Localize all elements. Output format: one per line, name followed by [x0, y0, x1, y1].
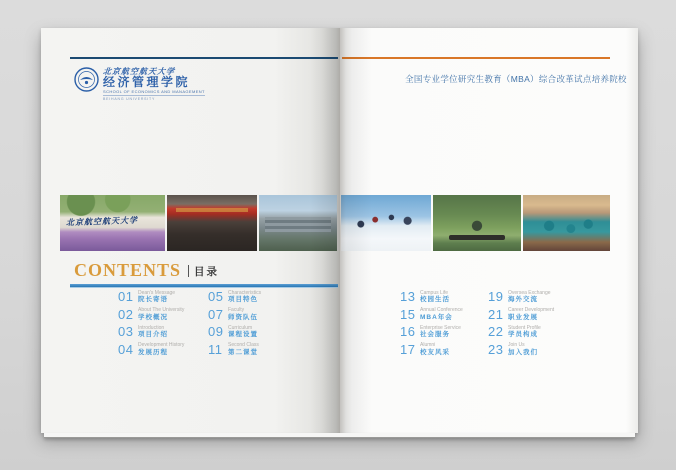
photo-class-group	[523, 195, 610, 251]
toc-item-09	[208, 325, 261, 338]
toc-label-zh: 项目特色	[228, 296, 258, 303]
contents-heading	[74, 261, 219, 279]
toc-label-en: Curriculum	[228, 324, 253, 331]
contents-divider	[188, 265, 189, 277]
photo-gate-calligraphy: 北京航空航天大学	[65, 214, 139, 228]
toc-label-zh: 项目介绍	[138, 331, 168, 338]
contents-title-zh: 目录	[194, 266, 220, 278]
toc-item-21	[488, 308, 554, 321]
toc-number: 03	[118, 324, 134, 339]
toc-item-15	[400, 308, 463, 321]
toc-item-07	[208, 308, 261, 321]
toc-number: 21	[488, 306, 504, 322]
toc-number: 11	[208, 341, 223, 357]
toc-item-22	[488, 325, 554, 338]
toc-number: 22	[488, 324, 504, 339]
logo-school-name: 经济管理学院	[103, 75, 191, 89]
toc-number: 02	[118, 306, 134, 322]
toc-number: 05	[208, 289, 224, 304]
toc-number: 09	[208, 324, 224, 339]
toc-item-03	[118, 325, 184, 338]
toc-number: 15	[400, 306, 416, 322]
toc-label-zh: 社会服务	[420, 331, 450, 338]
toc-label-en: Characteristics	[228, 289, 262, 296]
right-header-rule	[342, 57, 610, 59]
contents-underline-rule	[70, 284, 338, 288]
toc-item-13	[400, 290, 463, 303]
toc-label-zh: 师资队伍	[228, 313, 258, 321]
toc-label-en: Join Us	[508, 342, 525, 348]
toc-label-en: Faculty	[228, 307, 245, 313]
logo-university-name: 北京航空航天大学	[102, 66, 176, 76]
toc-label-en: Dean's Message	[138, 289, 176, 296]
toc-number: 07	[208, 306, 224, 322]
toc-item-05	[208, 290, 261, 303]
toc-label-zh: 校园生活	[420, 296, 450, 303]
toc-label-zh: MBA年会	[420, 313, 453, 321]
toc-number: 16	[400, 324, 416, 339]
photo-campus-gate	[60, 195, 165, 251]
page-stack-edge	[44, 433, 635, 438]
toc-label-zh: 第二课堂	[228, 348, 258, 356]
photo-garden-sculpture	[433, 195, 521, 251]
toc-label-en: Career Development	[508, 307, 555, 313]
left-header-rule	[70, 57, 338, 59]
toc-column-4	[488, 290, 554, 360]
toc-label-en: Student Profile	[508, 324, 541, 331]
toc-number: 04	[118, 341, 134, 357]
toc-item-02	[118, 308, 184, 321]
toc-number: 01	[118, 289, 134, 304]
toc-item-19	[488, 290, 554, 303]
logo-english-subline: BEIHANG UNIVERSITY	[103, 95, 205, 102]
photo-winter-jump	[341, 195, 431, 251]
toc-label-zh: 校友风采	[420, 348, 450, 356]
toc-item-16	[400, 325, 463, 338]
school-logo	[74, 67, 205, 102]
toc-column-2	[208, 290, 261, 360]
toc-label-zh: 发展历程	[138, 348, 168, 356]
toc-item-01	[118, 290, 184, 303]
logo-text-block	[103, 67, 205, 102]
toc-item-17	[400, 343, 463, 356]
brochure-spread	[41, 28, 638, 433]
toc-label-zh: 学校概况	[138, 313, 168, 321]
mba-accreditation-headline: 全国专业学位研究生教育（MBA）综合改革试点培养院校	[405, 74, 627, 84]
toc-column-1	[118, 290, 184, 360]
toc-label-zh: 职业发展	[508, 313, 538, 321]
toc-label-en: Oversea Exchange	[508, 289, 551, 296]
toc-label-en: Alumni	[420, 342, 436, 348]
toc-item-11	[208, 343, 261, 356]
toc-item-04	[118, 343, 184, 356]
toc-label-zh: 院长寄语	[138, 296, 168, 303]
toc-label-zh: 加入我们	[508, 348, 538, 356]
toc-number: 17	[400, 341, 416, 357]
toc-item-23	[488, 343, 554, 356]
toc-label-zh: 学员构成	[508, 331, 538, 338]
toc-label-en: Annual Conference	[420, 307, 463, 313]
toc-label-en: Campus Life	[420, 289, 449, 296]
toc-label-en: Enterprise Service	[420, 324, 461, 331]
photo-auditorium	[167, 195, 257, 251]
photo-campus-building	[259, 195, 337, 251]
toc-number: 19	[488, 289, 504, 304]
toc-label-en: About The University	[138, 307, 185, 313]
toc-label-zh: 海外交流	[508, 296, 538, 303]
toc-label-en: Introduction	[138, 324, 165, 331]
logo-english-name: SCHOOL OF ECONOMICS AND MANAGEMENT	[103, 89, 205, 94]
toc-number: 13	[400, 289, 416, 304]
toc-number: 23	[488, 341, 504, 357]
toc-label-en: Development History	[138, 342, 185, 348]
contents-title-en: CONTENTS	[74, 260, 182, 280]
toc-label-en: Second Class	[228, 342, 259, 348]
toc-column-3	[400, 290, 463, 360]
toc-label-zh: 课程设置	[228, 331, 258, 338]
university-seal-icon	[74, 67, 99, 92]
photo-strip	[60, 195, 610, 251]
